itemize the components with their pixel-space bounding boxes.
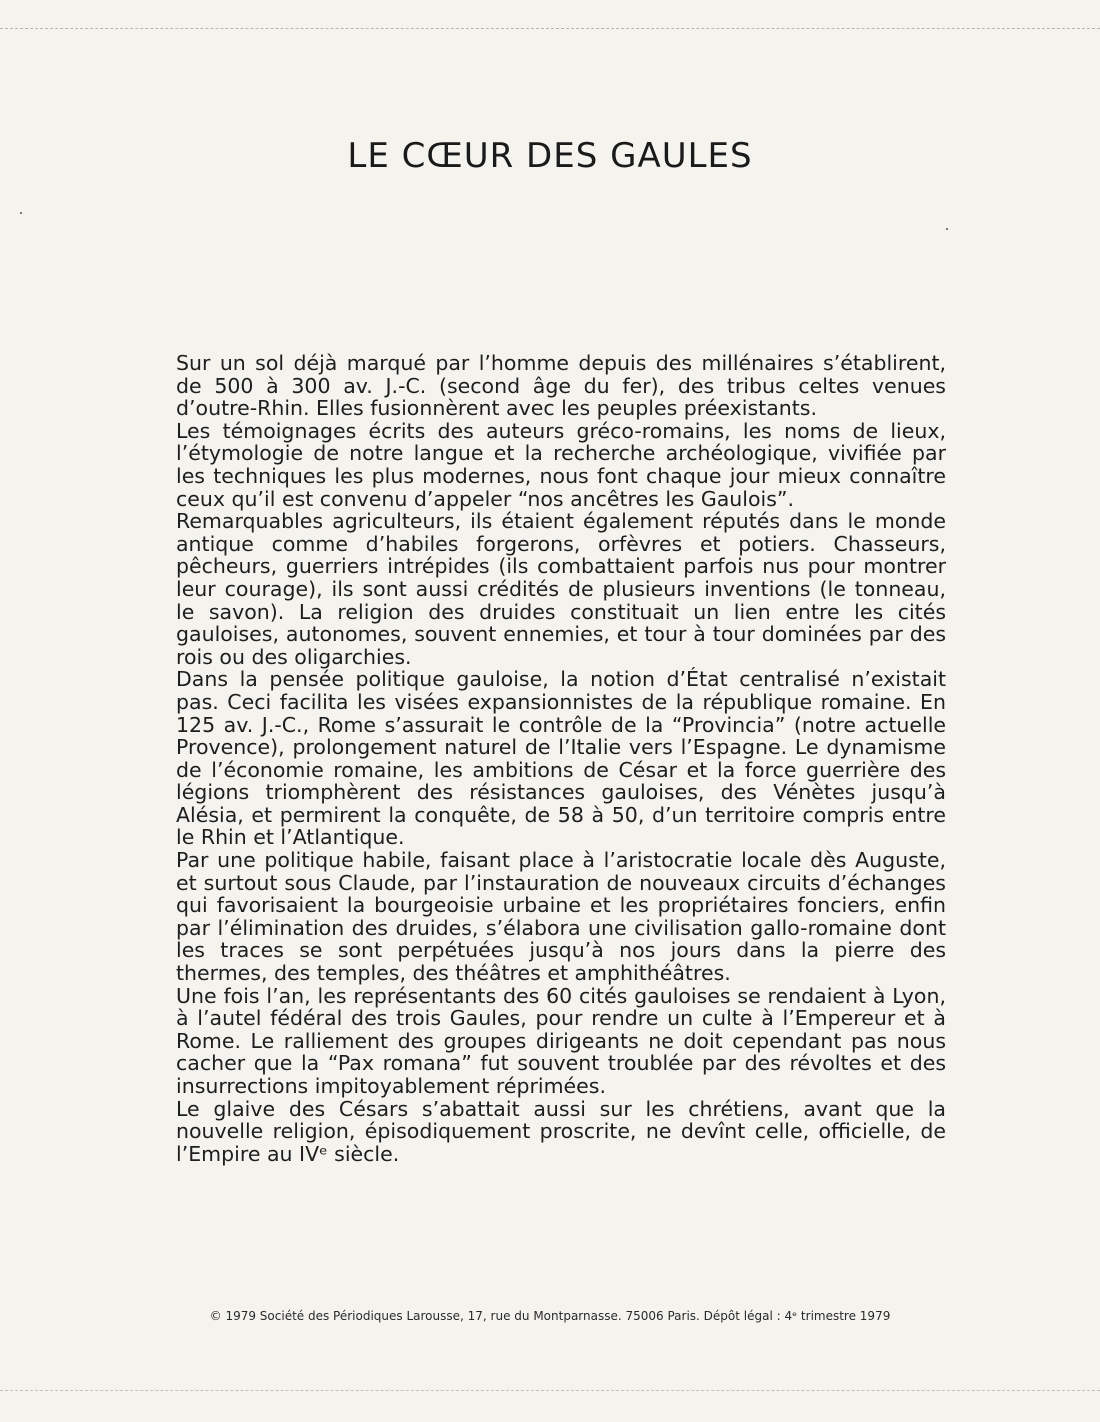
paragraph: Une fois l’an, les représentants des 60 cités gauloises se rendaient à Lyon, à l’autel fédéral des trois Gaules, pour rendre un culte à l’Empereur et à Rome. Le ralliement des groupes dirigeants ne doit cependant pas nous cacher que la “Pax romana” fut souvent troublée par des révoltes et des insurrections impitoyablement réprimées. — [176, 983, 946, 1098]
copyright-footer: © 1979 Société des Périodiques Larousse, 17, rue du Montparnasse. 75006 Paris. Dépôt légal : 4ᵉ trimestre 1979 — [209, 1309, 891, 1323]
paragraph: Les témoignages écrits des auteurs gréco-romains, les noms de lieux, l’étymologie de notre langue et la recherche archéologique, vivifiée par les techniques les plus modernes, nous font chaque jour mieux connaître ceux qu’il est convenu d’appeler “nos ancêtres les Gaulois”. — [176, 418, 946, 511]
page-title: LE CŒUR DES GAULES — [347, 136, 753, 176]
paragraph: Dans la pensée politique gauloise, la notion d’État centralisé n’existait pas. Ceci facilita les visées expansionnistes de la république romaine. En 125 av. J.-C., Rome s’assurait le contrôle de la “Provincia” (notre actuelle Provence), prolongement naturel de l’Italie vers l’Espagne. Le dynamisme de l’économie romaine, les ambitions de César et la force guerrière des légions triomphèrent des résistances gauloises, des Vénètes jusqu’à Alésia, et permirent la conquête, de 58 à 50, d’un territoire compris entre le Rhin et l’Atlantique. — [176, 667, 946, 850]
page-edge-top — [0, 28, 1100, 29]
paper-speck — [946, 228, 948, 230]
paragraph: Par une politique habile, faisant place à l’aristocratie locale dès Auguste, et surtout sous Claude, par l’instauration de nouveaux circuits d’échanges qui favorisaient la bourgeoisie urbaine et les propriétaires fonciers, enfin par l’élimination des druides, s’élabora une civilisation gallo-romaine dont les traces se sont perpétuées jusqu’à nos jours dans la pierre des thermes, des temples, des théâtres et amphithéâtres. — [176, 848, 946, 986]
body-text — [176, 352, 946, 1165]
paper-speck — [20, 212, 22, 214]
paragraph: Sur un sol déjà marqué par l’homme depuis des millénaires s’établirent, de 500 à 300 av. J.-C. (second âge du fer), des tribus celtes venues d’outre-Rhin. Elles fusionnèrent avec les peuples préexistants. — [176, 351, 946, 421]
paragraph: Remarquables agriculteurs, ils étaient également réputés dans le monde antique comme d’habiles forgerons, orfèvres et potiers. Chasseurs, pêcheurs, guerriers intrépides (ils combattaient parfois nus pour montrer leur courage), ils sont aussi crédités de plusieurs inventions (le tonneau, le savon). La religion des druides constituait un lien entre les cités gauloises, autonomes, souvent ennemies, et tour à tour dominées par des rois ou des oligarchies. — [176, 509, 946, 669]
page-edge-bottom — [0, 1390, 1100, 1391]
paragraph: Le glaive des Césars s’abattait aussi sur les chrétiens, avant que la nouvelle religion, épisodiquement proscrite, ne devînt celle, officielle, de l’Empire au IVᵉ siècle. — [176, 1096, 946, 1166]
